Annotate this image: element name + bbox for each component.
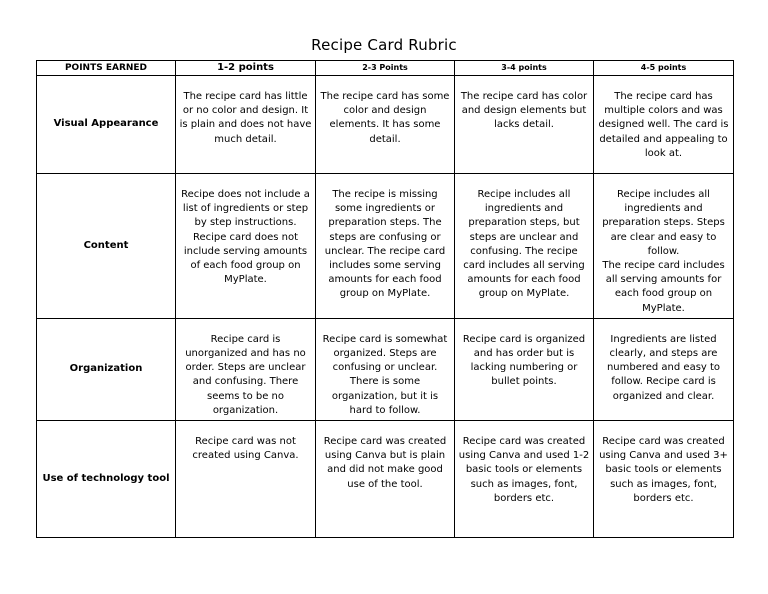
rubric-cell: Recipe card was created using Canva and used 1-2 basic tools or elements such as images, font, borders etc. bbox=[455, 421, 594, 538]
rubric-cell: Recipe card is somewhat organized. Steps are confusing or unclear. There is some organization, but it is hard to follow. bbox=[316, 318, 455, 420]
rubric-cell: The recipe card has color and design elements but lacks detail. bbox=[455, 76, 594, 174]
header-4-5-points: 4-5 points bbox=[594, 61, 734, 76]
rubric-cell: Recipe card was created using Canva but is plain and did not make good use of the tool. bbox=[316, 421, 455, 538]
rubric-cell: The recipe card has multiple colors and was designed well. The card is detailed and appealing to look at. bbox=[594, 76, 734, 174]
rubric-cell: Recipe card is unorganized and has no order. Steps are unclear and confusing. There seems to be no organization. bbox=[176, 318, 316, 420]
rubric-table bbox=[36, 60, 734, 538]
header-row bbox=[37, 61, 734, 76]
table-row bbox=[37, 318, 734, 420]
rubric-cell: The recipe card has little or no color and design. It is plain and does not have much detail. bbox=[176, 76, 316, 174]
rubric-cell: Recipe includes all ingredients and preparation steps, but steps are unclear and confusing. The recipe card includes all serving amounts for each food group on MyPlate. bbox=[455, 174, 594, 319]
rubric-cell: Recipe does not include a list of ingredients or step by step instructions. Recipe card does not include serving amounts of each food group on MyPlate. bbox=[176, 174, 316, 319]
rubric-cell: Recipe card was not created using Canva. bbox=[176, 421, 316, 538]
header-2-3-points: 2-3 Points bbox=[316, 61, 455, 76]
rubric-cell: Recipe card is organized and has order but is lacking numbering or bullet points. bbox=[455, 318, 594, 420]
criterion-organization: Organization bbox=[37, 318, 176, 420]
table-row bbox=[37, 174, 734, 319]
header-1-2-points: 1-2 points bbox=[176, 61, 316, 76]
rubric-cell: The recipe is missing some ingredients or preparation steps. The steps are confusing or unclear. The recipe card includes some serving amounts for each food group on MyPlate. bbox=[316, 174, 455, 319]
criterion-use-of-technology-tool: Use of technology tool bbox=[37, 421, 176, 538]
rubric-cell: Recipe includes all ingredients and preparation steps. Steps are clear and easy to follow. The recipe card includes all serving amounts for each food group on MyPlate. bbox=[594, 174, 734, 319]
page-title: Recipe Card Rubric bbox=[311, 36, 457, 54]
header-points-earned: POINTS EARNED bbox=[37, 61, 176, 76]
rubric-cell: Ingredients are listed clearly, and steps are numbered and easy to follow. Recipe card is organized and clear. bbox=[594, 318, 734, 420]
rubric-cell: Recipe card was created using Canva and used 3+ basic tools or elements such as images, font, borders etc. bbox=[594, 421, 734, 538]
rubric-cell: The recipe card has some color and design elements. It has some detail. bbox=[316, 76, 455, 174]
criterion-visual-appearance: Visual Appearance bbox=[37, 76, 176, 174]
table-row bbox=[37, 421, 734, 538]
criterion-content: Content bbox=[37, 174, 176, 319]
header-3-4-points: 3-4 points bbox=[455, 61, 594, 76]
table-row bbox=[37, 76, 734, 174]
